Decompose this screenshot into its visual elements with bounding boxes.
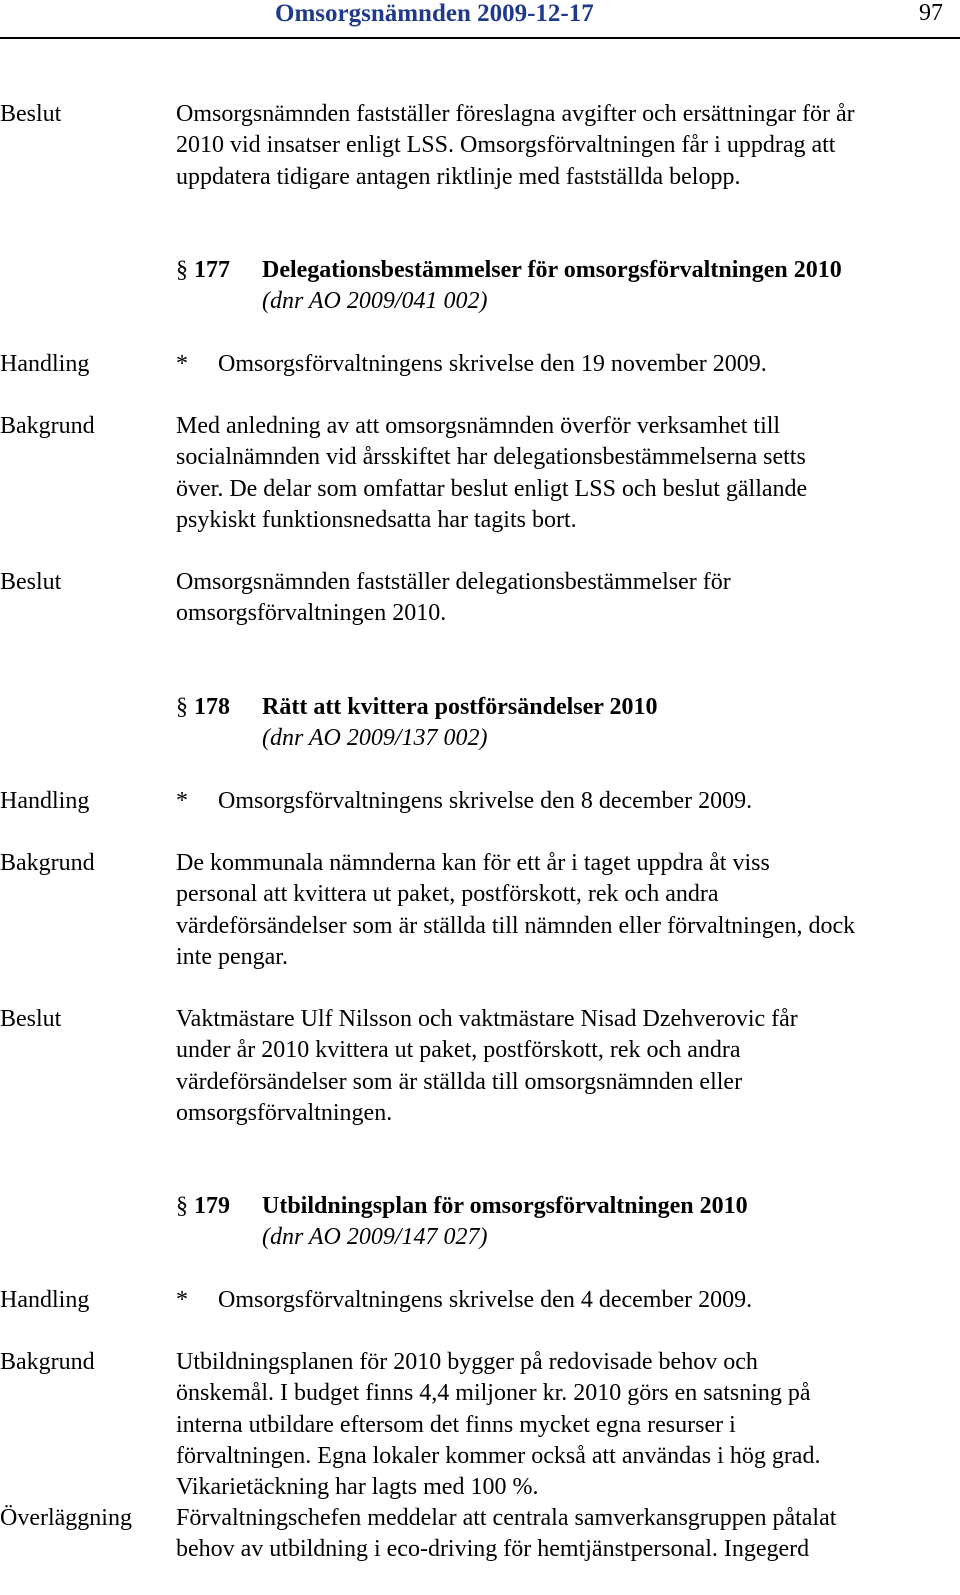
- text-line: Med anledning av att omsorgsnämnden överför verksamhet till: [176, 413, 781, 439]
- text-line: personal att kvittera ut paket, postförskott, rek och andra: [176, 881, 719, 908]
- section-number: 178: [194, 694, 230, 720]
- block-text: [176, 848, 946, 973]
- paragraph-mark: §: [176, 257, 188, 283]
- document-title: Omsorgsnämnden 2009-12-17: [275, 0, 594, 27]
- block-label: Beslut: [0, 1006, 62, 1032]
- text-line: Omsorgsnämnden fastställer föreslagna avgifter och ersättningar för år: [176, 101, 855, 127]
- text-line: De kommunala nämnderna kan för ett år i taget uppdra åt viss: [176, 850, 770, 876]
- section-title-line: [176, 1191, 946, 1222]
- block-text: [176, 1503, 946, 1566]
- handling-label: Handling: [0, 1287, 90, 1313]
- block-label: Beslut: [0, 101, 62, 127]
- text-line: omsorgsförvaltningen.: [176, 1099, 393, 1126]
- text-line: värdeförsändelser som är ställda till omsorgsnämnden eller: [176, 1068, 743, 1095]
- handling-text: Omsorgsförvaltningens skrivelse den 19 november 2009.: [218, 351, 767, 377]
- paragraph-mark: §: [176, 694, 188, 720]
- block-label: Bakgrund: [0, 413, 95, 439]
- text-line: psykiskt funktionsnedsatta har tagits bort.: [176, 506, 577, 533]
- section-heading: [176, 255, 946, 318]
- block-label: Överläggning: [0, 1505, 132, 1531]
- text-line: värdeförsändelser som är ställda till nämnden eller förvaltningen, dock: [176, 912, 856, 939]
- text-line: Vikarietäckning har lagts med 100 %.: [176, 1474, 539, 1501]
- bullet-star: *: [176, 1287, 188, 1313]
- block-text: [176, 1347, 946, 1503]
- section-title: Delegationsbestämmelser för omsorgsförvaltningen 2010: [262, 257, 842, 283]
- handling-text: Omsorgsförvaltningens skrivelse den 4 december 2009.: [218, 1287, 753, 1313]
- text-line: Utbildningsplanen för 2010 bygger på redovisade behov och: [176, 1349, 758, 1375]
- text-line: förvaltningen. Egna lokaler kommer också att användas i hög grad.: [176, 1442, 821, 1469]
- section-title-line: [176, 692, 946, 723]
- handling-label: Handling: [0, 788, 90, 814]
- bullet-star: *: [176, 788, 188, 814]
- text-line: önskemål. I budget finns 4,4 miljoner kr. 2010 görs en satsning på: [176, 1380, 811, 1407]
- text-line: behov av utbildning i eco-driving för hemtjänstpersonal. Ingegerd: [176, 1536, 810, 1563]
- section-dnr: (dnr AO 2009/041 002): [262, 288, 488, 315]
- block-label: Beslut: [0, 569, 62, 595]
- text-line: Omsorgsnämnden fastställer delegationsbestämmelser för: [176, 569, 731, 595]
- header-divider: [0, 37, 960, 39]
- section-dnr: (dnr AO 2009/147 027): [262, 1224, 488, 1251]
- section-dnr: (dnr AO 2009/137 002): [262, 725, 488, 752]
- section-title-line: [176, 255, 946, 286]
- block-label: Bakgrund: [0, 1349, 95, 1375]
- text-line: över. De delar som omfattar beslut enligt LSS och beslut gällande: [176, 475, 808, 502]
- bullet-star: *: [176, 351, 188, 377]
- page-header: [0, 0, 960, 40]
- section-heading: [176, 1191, 946, 1254]
- text-line: 2010 vid insatser enligt LSS. Omsorgsförvaltningen får i uppdrag att: [176, 132, 836, 159]
- block-text: [176, 1004, 946, 1129]
- text-line: under år 2010 kvittera ut paket, postförskott, rek och andra: [176, 1037, 741, 1064]
- handling-text: Omsorgsförvaltningens skrivelse den 8 december 2009.: [218, 788, 753, 814]
- paragraph-mark: §: [176, 1193, 188, 1219]
- text-line: uppdatera tidigare antagen riktlinje med fastställda belopp.: [176, 163, 741, 190]
- text-line: Vaktmästare Ulf Nilsson och vaktmästare Nisad Dzehverovic får: [176, 1006, 798, 1032]
- text-line: interna utbildare eftersom det finns mycket egna resurser i: [176, 1411, 736, 1438]
- text-line: inte pengar.: [176, 943, 288, 970]
- section-number: 179: [194, 1193, 230, 1219]
- block-text: [176, 567, 946, 630]
- text-line: Förvaltningschefen meddelar att centrala samverkansgruppen påtalat: [176, 1505, 837, 1531]
- block-text: [176, 411, 946, 536]
- section-title: Utbildningsplan för omsorgsförvaltningen 2010: [262, 1193, 748, 1219]
- section-heading: [176, 692, 946, 755]
- text-line: omsorgsförvaltningen 2010.: [176, 600, 447, 627]
- page-number: 97: [919, 0, 943, 26]
- text-line: socialnämnden vid årsskiftet har delegationsbestämmelserna setts: [176, 444, 806, 471]
- handling-label: Handling: [0, 351, 90, 377]
- section-title: Rätt att kvittera postförsändelser 2010: [262, 694, 658, 720]
- block-text: [176, 99, 946, 193]
- section-number: 177: [194, 257, 230, 283]
- block-label: Bakgrund: [0, 850, 95, 876]
